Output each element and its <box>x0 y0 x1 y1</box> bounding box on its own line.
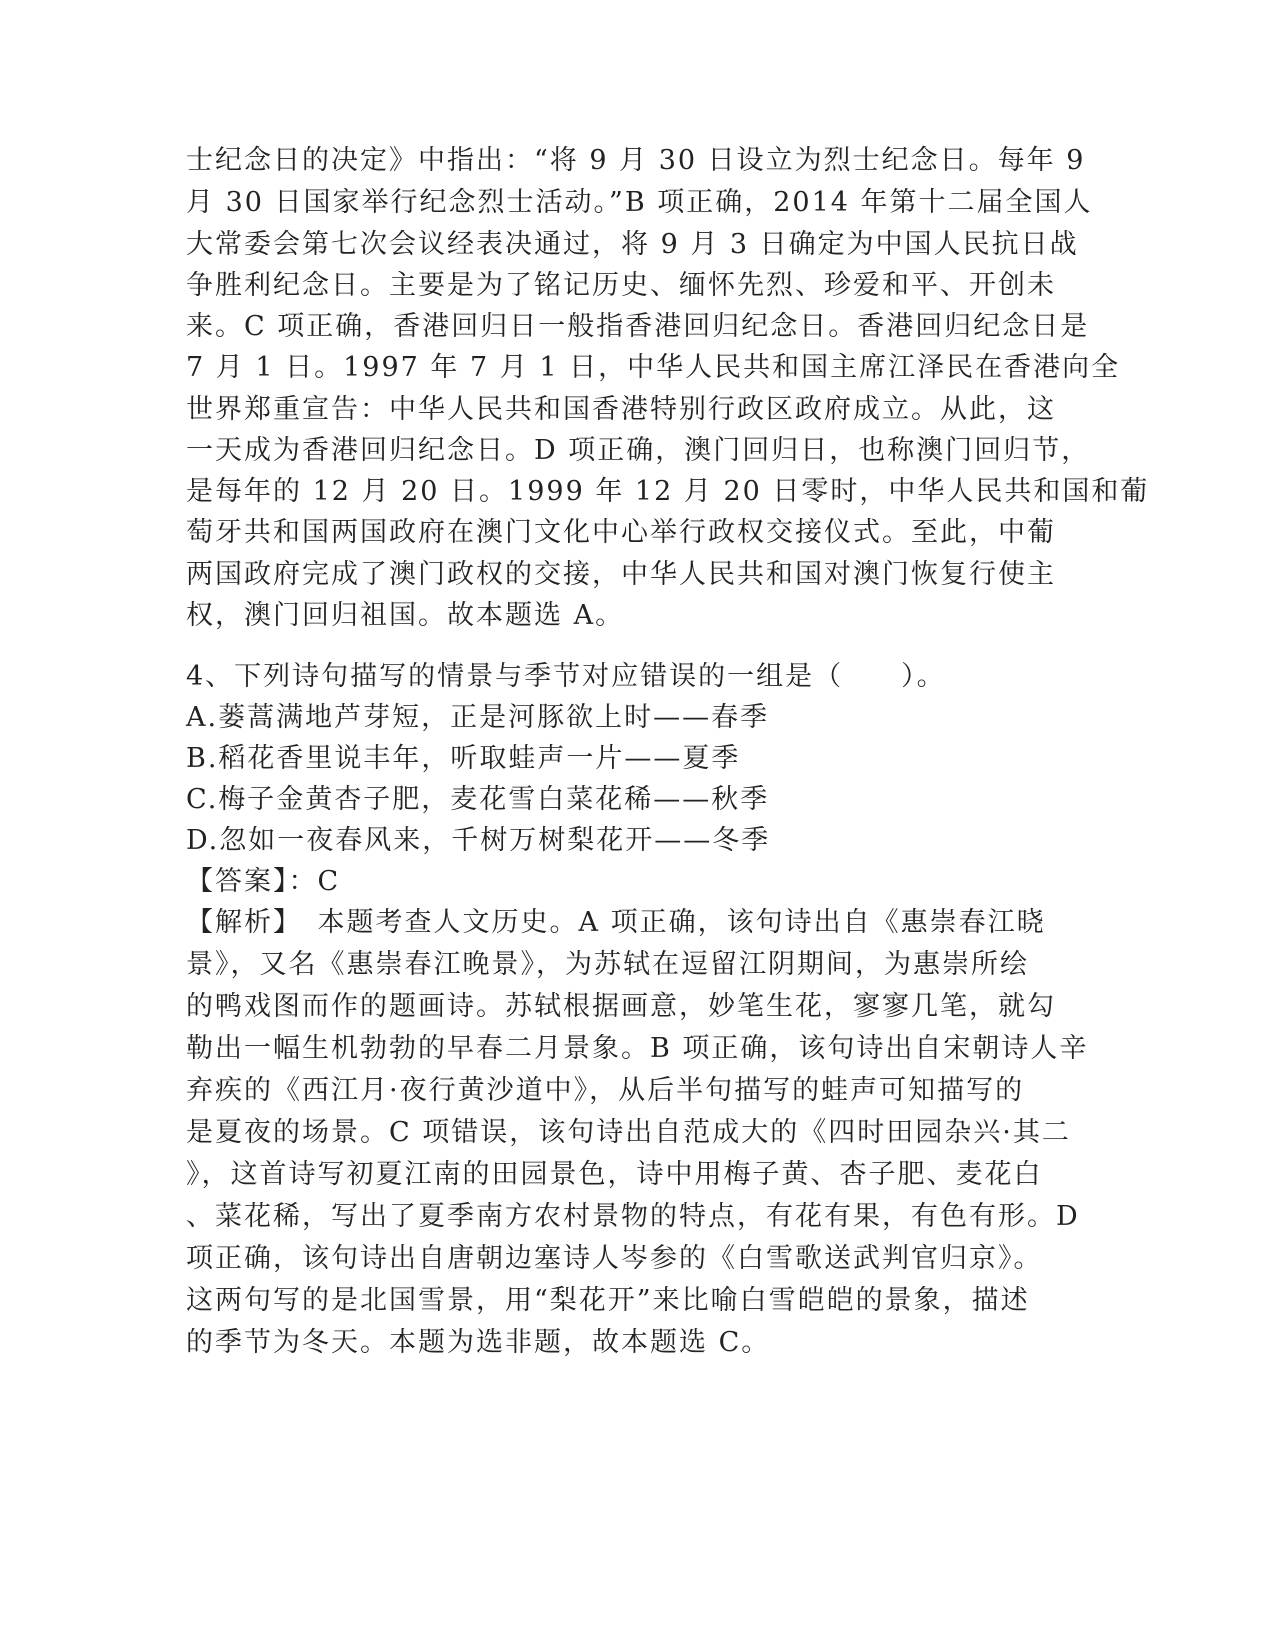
analysis-line: 【解析】 本题考查人文历史。A 项正确，该句诗出自《惠崇春江晓 <box>186 907 1046 938</box>
text-line: 是每年的 12 月 20 日。1999 年 12 月 20 日零时，中华人民共和国和葡 <box>186 476 1150 507</box>
text-line: 世界郑重宣告：中华人民共和国香港特别行政区政府成立。从此，这 <box>186 394 1056 425</box>
document-page <box>186 0 1150 1650</box>
option-d: D.忽如一夜春风来，千树万树梨花开——冬季 <box>186 825 771 856</box>
analysis-line: 项正确，该句诗出自唐朝边塞诗人岑参的《白雪歌送武判官归京》。 <box>186 1243 1043 1274</box>
analysis-line: 勒出一幅生机勃勃的早春二月景象。B 项正确，该句诗出自宋朝诗人辛 <box>186 1033 1089 1064</box>
text-line: 一天成为香港回归纪念日。D 项正确，澳门回归日，也称澳门回归节， <box>186 435 1091 466</box>
option-c: C.梅子金黄杏子肥，麦花雪白菜花稀——秋季 <box>186 784 770 815</box>
text-line: 萄牙共和国两国政府在澳门文化中心举行政权交接仪式。至此，中葡 <box>186 517 1056 548</box>
analysis-line: 》，这首诗写初夏江南的田园景色，诗中用梅子黄、杏子肥、麦花白 <box>186 1159 1043 1190</box>
text-line: 大常委会第七次会议经表决通过，将 9 月 3 日确定为中国人民抗日战 <box>186 229 1079 260</box>
answer-line: 【答案】：C <box>186 866 341 897</box>
text-line: 争胜利纪念日。主要是为了铭记历史、缅怀先烈、珍爱和平、开创未 <box>186 270 1056 301</box>
text-line: 7 月 1 日。1997 年 7 月 1 日，中华人民共和国主席江泽民在香港向全 <box>186 352 1121 383</box>
text-line: 月 30 日国家举行纪念烈士活动。”B 项正确，2014 年第十二届全国人 <box>186 187 1093 218</box>
analysis-line: 景》，又名《惠崇春江晚景》，为苏轼在逗留江阴期间，为惠崇所绘 <box>186 949 1029 980</box>
text-line: 士纪念日的决定》中指出：“将 9 月 30 日设立为烈士纪念日。每年 9 <box>186 145 1086 176</box>
text-line: 来。C 项正确，香港回归日一般指香港回归纪念日。香港回归纪念日是 <box>186 311 1090 342</box>
text-line: 权，澳门回归祖国。故本题选 A。 <box>186 600 625 631</box>
analysis-line: 的鸭戏图而作的题画诗。苏轼根据画意，妙笔生花，寥寥几笔，就勾 <box>186 991 1056 1022</box>
question-stem: 4、下列诗句描写的情景与季节对应错误的一组是（ ）。 <box>186 661 946 692</box>
option-a: A.蒌蒿满地芦芽短，正是河豚欲上时——春季 <box>186 702 770 733</box>
analysis-line: 的季节为冬天。本题为选非题，故本题选 C。 <box>186 1327 771 1358</box>
analysis-line: 是夏夜的场景。C 项错误，该句诗出自范成大的《四时田园杂兴·其二 <box>186 1117 1071 1148</box>
option-b: B.稻花香里说丰年，听取蛙声一片——夏季 <box>186 743 741 774</box>
text-line: 两国政府完成了澳门政权的交接，中华人民共和国对澳门恢复行使主 <box>186 559 1056 590</box>
analysis-line: 弃疾的《西江月·夜行黄沙道中》，从后半句描写的蛙声可知描写的 <box>186 1075 1025 1106</box>
analysis-line: 这两句写的是北国雪景，用“梨花开”来比喻白雪皑皑的景象，描述 <box>186 1285 1030 1316</box>
analysis-line: 、菜花稀，写出了夏季南方农村景物的特点，有花有果，有色有形。D <box>186 1201 1080 1232</box>
